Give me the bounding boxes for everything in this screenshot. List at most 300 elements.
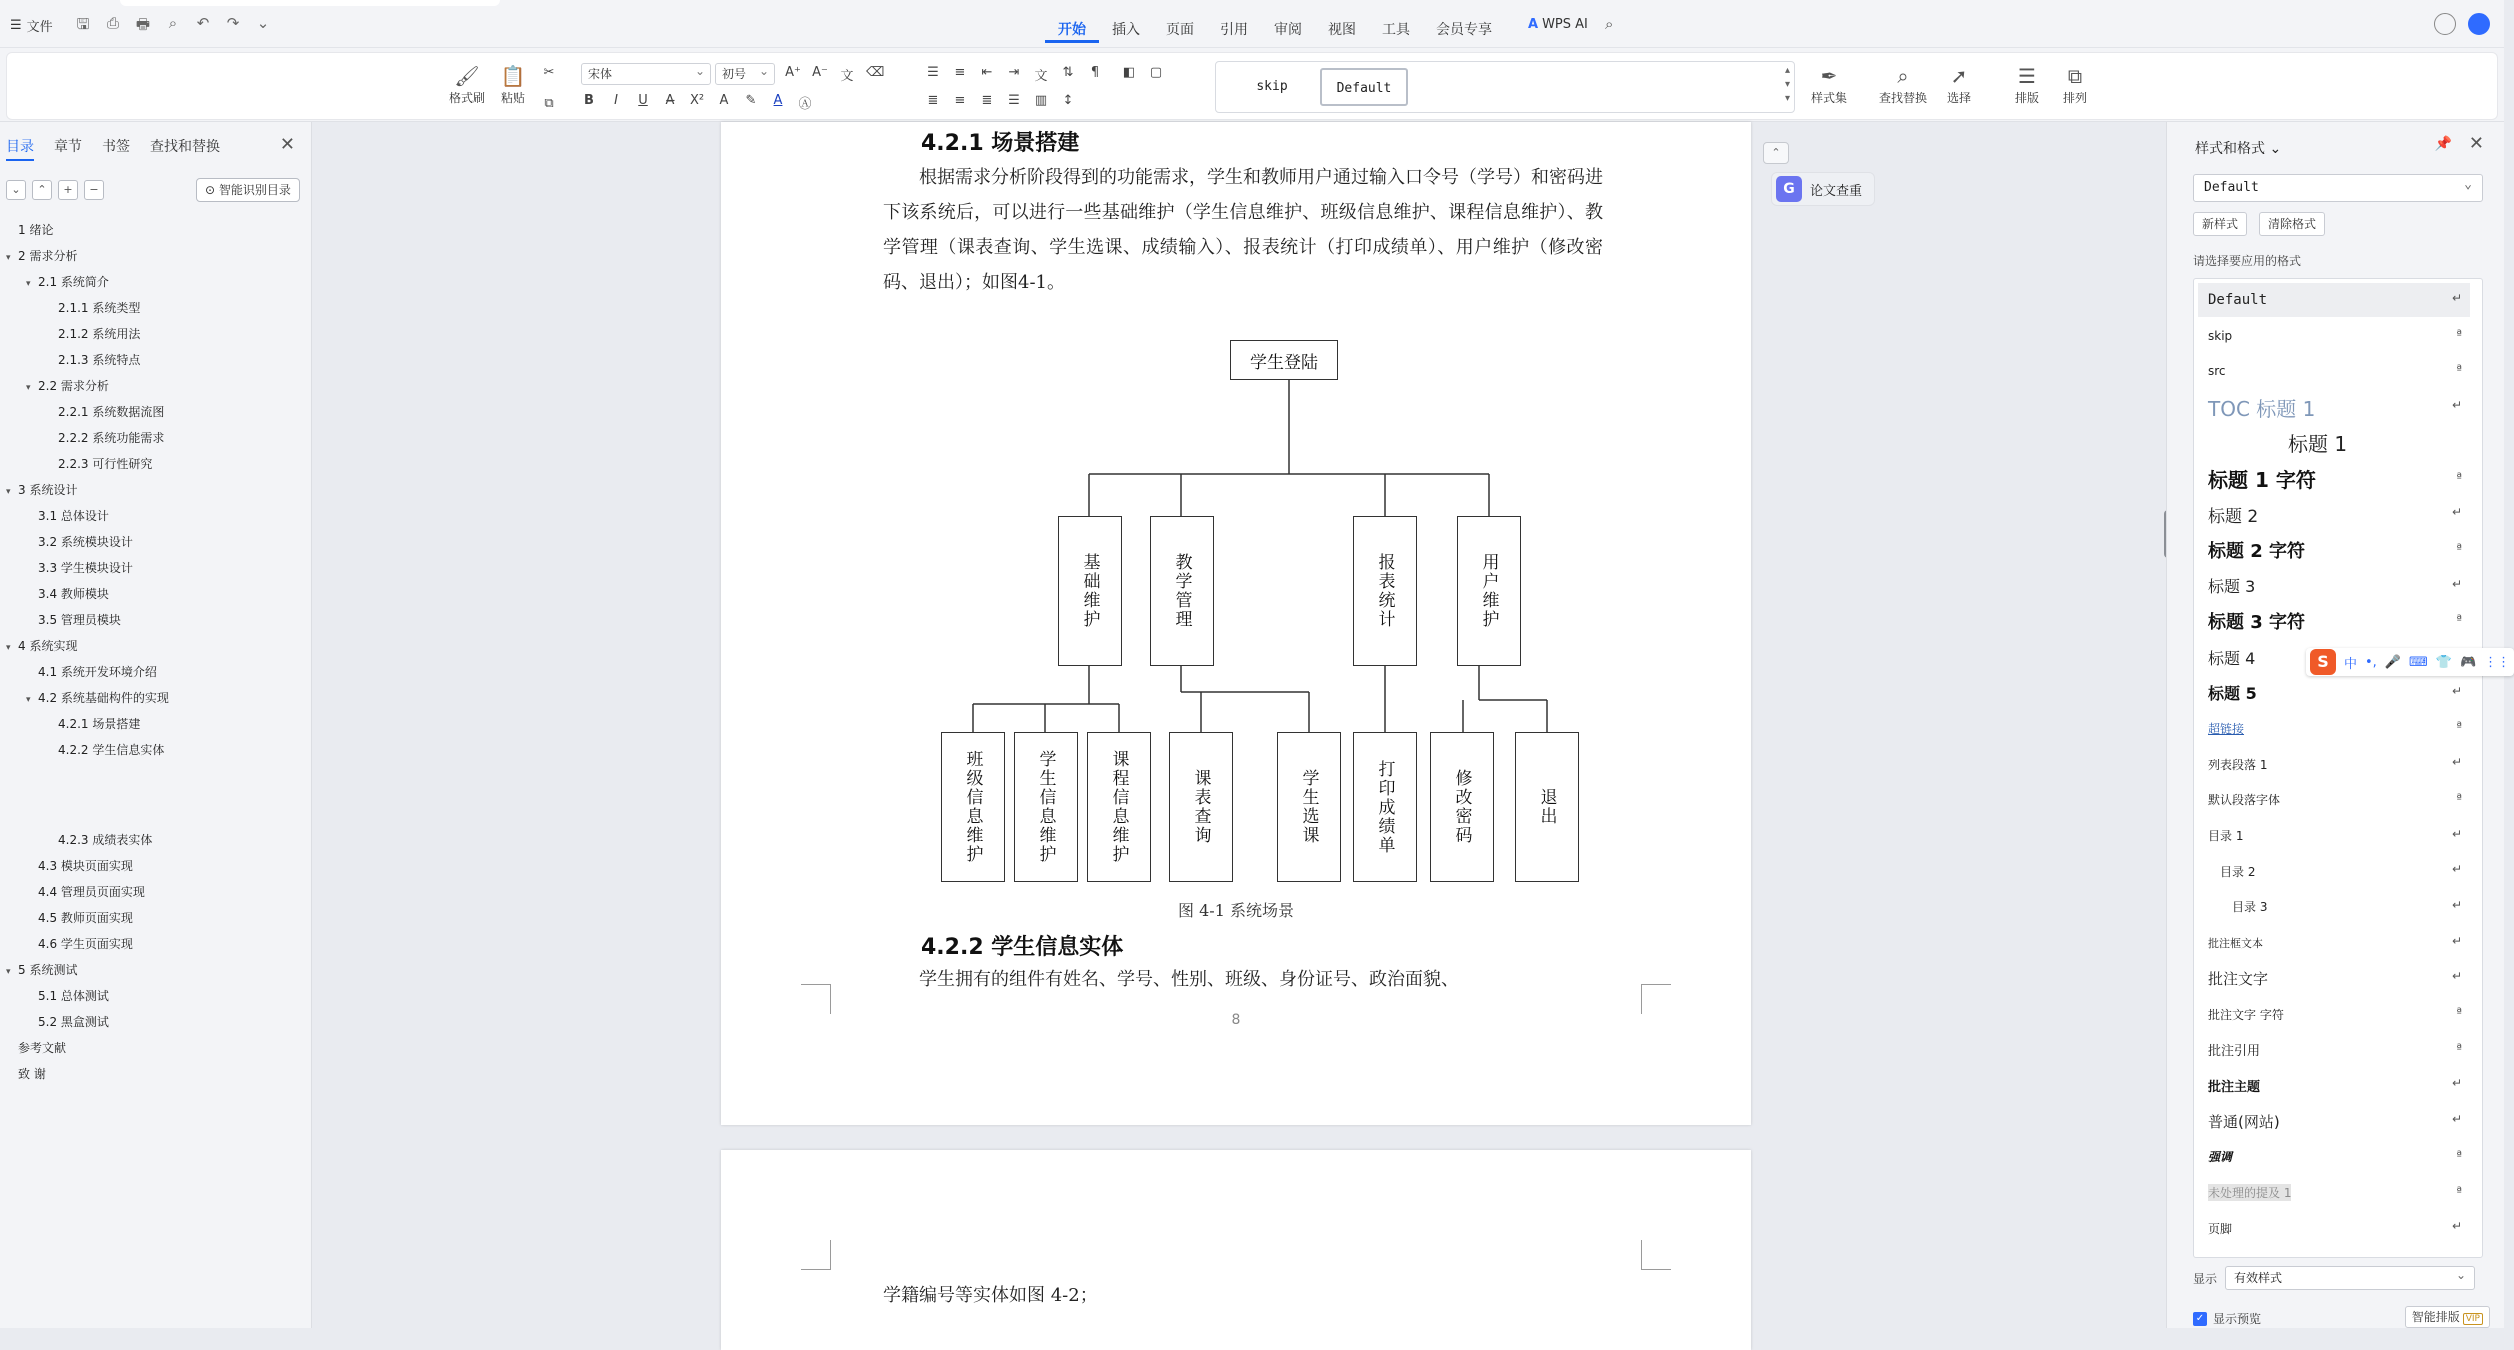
toc-item[interactable] <box>58 740 164 760</box>
ribbon <box>0 48 2504 122</box>
toc-item[interactable] <box>6 480 77 500</box>
game-icon[interactable]: 🎮 <box>2459 654 2477 670</box>
layout-label: 排版 <box>2014 91 2039 105</box>
style-item-label: 列表段落 1 <box>2208 757 2268 772</box>
smart-layout-label: 智能排版 <box>2411 1310 2460 1324</box>
node-level2-label: 班级信息维护 <box>962 750 983 864</box>
new-style-button[interactable]: 新样式 <box>2193 212 2247 236</box>
toc-item[interactable] <box>6 960 77 980</box>
toc-item-label: 2.1 系统简介 <box>38 275 109 289</box>
format-painter-label: 格式刷 <box>448 91 485 105</box>
paragraph-style-icon: ↵ <box>2451 755 2462 770</box>
bold-icon[interactable]: B <box>584 93 594 108</box>
toc-item-label: 致 谢 <box>18 1067 46 1081</box>
grow-font-icon[interactable]: A⁺ <box>785 65 801 80</box>
paper-check-button[interactable] <box>1771 172 1875 206</box>
toc-item-label: 3 系统设计 <box>18 483 78 497</box>
node-level1 <box>1457 516 1521 666</box>
copy-icon[interactable]: ⧉ <box>544 96 554 111</box>
nav-tab-chapters[interactable]: 章节 <box>54 139 82 155</box>
border-icon[interactable]: ▢ <box>1149 65 1163 80</box>
document-area <box>313 122 2165 1328</box>
style-item[interactable] <box>2198 569 2470 603</box>
toc-item-label: 4.2.1 场景搭建 <box>58 717 141 731</box>
clear-format-icon[interactable]: ⌫ <box>866 65 885 80</box>
page-corner-mark <box>801 1240 831 1270</box>
paragraph-style-icon: ↵ <box>2451 933 2462 948</box>
toc-item-label: 3.5 管理员模块 <box>38 613 121 627</box>
style-item[interactable] <box>2198 676 2470 710</box>
tab-2[interactable]: 页面 <box>1166 22 1194 38</box>
toc-item[interactable] <box>38 610 121 630</box>
toc-item-label: 2 需求分析 <box>18 249 78 263</box>
show-label: 显示 <box>2193 1272 2218 1286</box>
sogou-ime-icon[interactable]: S <box>2310 649 2336 675</box>
toc-item[interactable] <box>38 558 133 578</box>
toc-item-label: 3.1 总体设计 <box>38 509 109 523</box>
select-label: 选择 <box>1946 91 1971 105</box>
print-preview-icon[interactable]: ⌕ <box>168 14 178 32</box>
toc-item[interactable] <box>58 324 140 344</box>
style-item-label: 标题 1 字符 <box>2208 468 2316 492</box>
page-corner-mark <box>1641 984 1671 1014</box>
paragraph-style-icon: ↵ <box>2451 1219 2462 1234</box>
toc-item[interactable] <box>38 882 145 902</box>
paragraph-style-icon: ↵ <box>2451 1112 2462 1127</box>
pin-icon[interactable]: 📌 <box>2434 136 2452 152</box>
page-corner-mark <box>801 984 831 1014</box>
style-item-label: 普通(网站) <box>2208 1112 2280 1131</box>
toc-item[interactable] <box>58 714 140 734</box>
tab-7[interactable]: 会员专享 <box>1436 22 1492 38</box>
font-name-select[interactable]: 宋体 ⌄ <box>581 63 711 85</box>
close-icon[interactable]: ✕ <box>279 134 295 155</box>
justify-icon[interactable]: ☰ <box>1008 93 1020 108</box>
toc-item-label: 5.2 黑盒测试 <box>38 1015 109 1029</box>
increase-indent-icon[interactable]: ⇥ <box>1008 65 1020 80</box>
shading-icon[interactable]: ◧ <box>1122 65 1136 80</box>
skin-icon[interactable]: 👕 <box>2435 654 2452 670</box>
style-item-label: 标题 2 <box>2208 506 2259 527</box>
style-item-label: 目录 2 <box>2220 864 2256 879</box>
ime-toolbar <box>2306 648 2514 676</box>
node-level1-label: 教学管理 <box>1171 553 1192 629</box>
toc-item[interactable] <box>38 934 133 954</box>
find-replace-label: 查找替换 <box>1878 91 1927 105</box>
chinese-layout-icon[interactable]: 文 <box>1034 69 1048 84</box>
expand-toggle-icon[interactable]: ▾ <box>6 967 11 977</box>
char-style-icon: ª <box>2456 719 2462 734</box>
toc-item-label: 4.4 管理员页面实现 <box>38 885 145 899</box>
microphone-icon[interactable]: 🎤 <box>2384 654 2402 670</box>
toc-item-label: 3.3 学生模块设计 <box>38 561 133 575</box>
text-effect-icon[interactable]: A <box>719 93 729 108</box>
style-item-label: 批注文字 <box>2208 969 2269 988</box>
toc-item[interactable] <box>38 662 157 682</box>
toc-item-label: 4.1 系统开发环境介绍 <box>38 665 157 679</box>
toc-item-label: 2.1.2 系统用法 <box>58 327 141 341</box>
toc-item[interactable] <box>38 506 109 526</box>
show-filter-select[interactable]: 有效样式 ⌄ <box>2225 1266 2475 1290</box>
toc-item[interactable] <box>6 246 77 266</box>
wps-ai-icon: A <box>1528 17 1539 32</box>
hamburger-icon: ☰ <box>10 18 22 33</box>
char-style-icon: ª <box>2456 326 2462 341</box>
line-spacing-icon[interactable]: ↕ <box>1062 93 1074 108</box>
toc-item-label: 2.1.1 系统类型 <box>58 301 141 315</box>
chevron-down-icon[interactable]: ⌄ <box>256 14 270 32</box>
style-item[interactable] <box>2198 533 2470 567</box>
font-row2-icons <box>581 93 813 112</box>
file-menu-button[interactable] <box>10 16 53 35</box>
figure-caption: 图 4-1 系统场景 <box>1178 901 1294 920</box>
checkbox-checked-icon: ✓ <box>2193 1312 2207 1326</box>
toc-item-label: 2.1.3 系统特点 <box>58 353 141 367</box>
strikethrough-icon[interactable]: A̶ <box>665 93 675 108</box>
gallery-style-default[interactable]: Default <box>1320 68 1408 106</box>
style-item-label: 标题 3 <box>2208 577 2256 597</box>
toc-item-label: 5.1 总体测试 <box>38 989 109 1003</box>
style-item-label: 批注主题 <box>2208 1079 2261 1095</box>
toc-item-label: 3.4 教师模块 <box>38 587 109 601</box>
tab-1[interactable]: 插入 <box>1112 22 1140 38</box>
document-tab-strip[interactable] <box>120 0 500 6</box>
toc-item[interactable] <box>18 1064 46 1084</box>
undo-icon[interactable]: ↶ <box>196 14 210 32</box>
style-item[interactable] <box>2198 462 2470 496</box>
node-level1-label: 用户维护 <box>1478 553 1499 629</box>
toc-item[interactable] <box>18 1038 66 1058</box>
node-level2-label: 退出 <box>1536 788 1557 826</box>
toc-item-label: 5 系统测试 <box>18 963 78 977</box>
node-level1 <box>1058 516 1122 666</box>
superscript-icon[interactable]: X² <box>689 93 705 108</box>
paragraph-row1-icons <box>925 65 1103 84</box>
char-shading-icon[interactable]: Ⓐ <box>798 97 812 112</box>
align-right-icon[interactable]: ≣ <box>981 93 993 108</box>
style-item-label: src <box>2208 364 2226 379</box>
tab-4[interactable]: 审阅 <box>1274 22 1302 38</box>
show-marks-icon[interactable]: ¶ <box>1090 65 1100 80</box>
wps-ai-label: WPS AI <box>1542 17 1588 32</box>
styles-hint: 请选择要应用的格式 <box>2193 254 2302 268</box>
expand-toggle-icon[interactable]: ▾ <box>6 643 11 653</box>
collapse-icon[interactable]: ⌄ <box>6 180 26 200</box>
nav-tabs <box>6 136 220 161</box>
menu-bar <box>0 0 2504 48</box>
toc-item[interactable] <box>58 402 164 422</box>
remove-heading-icon[interactable]: − <box>84 180 104 200</box>
node-level2 <box>1087 732 1151 882</box>
node-level2 <box>1515 732 1579 882</box>
style-item[interactable] <box>2198 497 2470 531</box>
expand-toggle-icon[interactable]: ▾ <box>26 383 31 393</box>
style-item[interactable] <box>2198 961 2470 995</box>
toc-item-label: 2.2 需求分析 <box>38 379 109 393</box>
char-style-icon: ª <box>2456 1005 2462 1019</box>
search-icon[interactable]: ⌕ <box>1605 15 1614 33</box>
style-item[interactable] <box>2198 819 2470 853</box>
print-icon[interactable]: 🖶 <box>135 15 151 33</box>
node-level2-label: 课程信息维护 <box>1108 750 1129 864</box>
toc-item[interactable] <box>58 830 152 850</box>
style-list <box>2193 278 2483 1258</box>
toc-item[interactable] <box>38 856 133 876</box>
chevron-down-icon: ⌄ <box>2269 141 2282 157</box>
align-center-icon[interactable]: ≡ <box>954 93 966 108</box>
paragraph-style-icon: ↵ <box>2451 576 2462 591</box>
char-style-icon: ª <box>2456 469 2462 484</box>
paragraph-row2-icons <box>925 93 1076 108</box>
style-item[interactable] <box>2198 854 2470 888</box>
style-item[interactable] <box>2198 390 2470 424</box>
style-item-label: 未处理的提及 1 <box>2208 1186 2292 1200</box>
tab-5[interactable]: 视图 <box>1328 22 1356 38</box>
toc-item-label: 2.2.3 可行性研究 <box>58 457 153 471</box>
node-level2-label: 学生信息维护 <box>1035 750 1056 864</box>
toc-item[interactable] <box>58 454 152 474</box>
layout-button[interactable] <box>2005 63 2049 106</box>
toc-item[interactable] <box>6 636 77 656</box>
cut-icon[interactable]: ✂ <box>543 65 555 80</box>
gallery-scroll-arrows[interactable]: ▴ ▾ ▾ <box>1784 65 1790 104</box>
keyboard-icon[interactable]: ⌨ <box>2409 654 2428 670</box>
ribbon-panel <box>6 52 2498 120</box>
cloud-sync-icon[interactable] <box>2434 13 2456 35</box>
style-item[interactable] <box>2198 354 2470 388</box>
node-level1-label: 基础维护 <box>1079 553 1100 629</box>
style-item-label: 默认段落字体 <box>2208 793 2281 808</box>
toc-item[interactable] <box>26 272 109 292</box>
arrange-icon: ⧉ <box>2067 64 2083 88</box>
gallery-style-skip[interactable]: skip <box>1256 79 1288 94</box>
phonetic-icon[interactable]: 文 <box>840 69 854 84</box>
tab-6[interactable]: 工具 <box>1382 22 1410 38</box>
char-style-icon: ª <box>2456 362 2462 377</box>
toc-item[interactable] <box>58 298 140 318</box>
style-item-label: 标题 1 <box>2288 432 2348 457</box>
style-item[interactable] <box>2198 283 2470 317</box>
heading-4-2-2: 4.2.2 学生信息实体 <box>921 935 1124 960</box>
node-level1 <box>1353 516 1417 666</box>
style-item[interactable] <box>2198 783 2470 817</box>
style-item[interactable] <box>2198 711 2470 745</box>
current-style-select[interactable]: Default ⌄ <box>2193 174 2483 202</box>
nav-tab-bookmarks[interactable]: 书签 <box>102 139 130 155</box>
toc-item-label: 1 绪论 <box>18 223 54 237</box>
smart-toc-label: 智能识别目录 <box>218 183 291 197</box>
expand-toggle-icon[interactable]: ▾ <box>6 487 11 497</box>
style-item[interactable] <box>2198 997 2470 1031</box>
node-level2 <box>1430 732 1494 882</box>
toc-item-label: 4 系统实现 <box>18 639 78 653</box>
ime-menu-icon[interactable]: ⋮⋮ <box>2484 654 2511 670</box>
node-level2-label: 打印成绩单 <box>1374 759 1395 855</box>
styles-gallery <box>1215 61 1795 113</box>
toc-item[interactable] <box>58 428 164 448</box>
paragraph-style-icon: ↵ <box>2451 505 2462 520</box>
style-item-label: 标题 2 字符 <box>2208 540 2306 562</box>
bullet-list-icon[interactable]: ☰ <box>927 65 939 80</box>
ime-mode[interactable]: 中 <box>2344 656 2358 672</box>
account-avatar[interactable] <box>2468 13 2490 35</box>
toc-item[interactable] <box>26 688 169 708</box>
distributed-icon[interactable]: ▥ <box>1034 93 1048 108</box>
styles-pane-title-text: 样式和格式 <box>2195 141 2265 157</box>
numbered-list-icon[interactable]: ≡ <box>954 65 966 80</box>
toc-item[interactable] <box>26 376 109 396</box>
node-level2 <box>1277 732 1341 882</box>
style-item-label: 批注引用 <box>2208 1044 2261 1060</box>
style-item-label: 标题 3 字符 <box>2208 612 2306 634</box>
toc-item[interactable] <box>38 908 133 928</box>
paragraph-style-icon: ↵ <box>2451 969 2462 984</box>
close-icon[interactable]: ✕ <box>2468 133 2484 154</box>
char-style-icon: ª <box>2456 612 2462 627</box>
style-set-button[interactable] <box>1803 63 1855 106</box>
smart-toc-icon: ⊙ <box>205 183 219 197</box>
toc-item[interactable] <box>38 532 133 552</box>
style-item[interactable] <box>2198 1033 2470 1067</box>
style-item[interactable] <box>2198 1211 2470 1245</box>
char-style-icon: ª <box>2456 540 2462 555</box>
add-heading-icon[interactable]: + <box>58 180 78 200</box>
show-preview-checkbox[interactable] <box>2193 1310 2261 1327</box>
toc-item-label: 2.2.1 系统数据流图 <box>58 405 165 419</box>
node-root: 学生登陆 <box>1230 340 1338 380</box>
paragraph-style-icon: ↵ <box>2451 897 2462 912</box>
styles-pane <box>2166 122 2504 1328</box>
style-item-label: 批注框文本 <box>2208 936 2263 950</box>
node-level2 <box>1014 732 1078 882</box>
style-item[interactable] <box>2198 426 2470 460</box>
expand-toggle-icon[interactable]: ▾ <box>26 279 31 289</box>
style-item[interactable] <box>2198 319 2470 353</box>
style-item[interactable] <box>2198 1104 2470 1138</box>
italic-icon[interactable]: I <box>614 93 618 108</box>
nav-tab-toc[interactable]: 目录 <box>6 136 34 161</box>
toc-tools <box>6 180 104 200</box>
paragraph-style-icon: ↵ <box>2451 826 2462 841</box>
char-style-icon: ª <box>2456 1183 2462 1198</box>
save-icon[interactable]: 🖫 <box>76 15 90 33</box>
document-page-2[interactable] <box>721 1150 1751 1350</box>
toc-item-label: 4.2 系统基础构件的实现 <box>38 691 169 705</box>
paper-check-icon: G <box>1776 176 1802 202</box>
heading-4-2-1: 4.2.1 场景搭建 <box>921 131 1080 156</box>
caret-up-icon: ⌃ <box>1771 146 1781 159</box>
expand-icon[interactable]: ⌃ <box>32 180 52 200</box>
style-set-label: 样式集 <box>1810 91 1847 105</box>
style-item[interactable] <box>2198 747 2470 781</box>
sort-icon[interactable]: ⇅ <box>1062 65 1074 80</box>
diagram-connectors <box>721 122 1751 892</box>
style-item-label: 标题 4 <box>2208 648 2256 668</box>
format-painter-button[interactable] <box>445 63 489 106</box>
font-size-select[interactable]: 初号 ⌄ <box>715 63 775 85</box>
node-level2 <box>1169 732 1233 882</box>
style-item-label: 超链接 <box>2208 721 2245 736</box>
export-pdf-icon[interactable]: ⎙ <box>106 14 119 32</box>
style-item-label: 标题 5 <box>2208 684 2257 704</box>
vip-badge: VIP <box>2463 1313 2483 1325</box>
toc-item-label: 4.2.2 学生信息实体 <box>58 743 165 757</box>
styles-pane-title[interactable] <box>2195 138 2281 158</box>
style-item[interactable] <box>2198 1176 2470 1210</box>
window-right-icons <box>2434 13 2490 35</box>
shrink-font-icon[interactable]: A⁻ <box>812 65 828 80</box>
collapse-toolbar-button[interactable] <box>1763 142 1789 164</box>
navigation-pane <box>0 122 312 1328</box>
show-preview-label: 显示预览 <box>2213 1312 2262 1326</box>
highlight-icon[interactable]: ✎ <box>745 93 757 108</box>
node-level2 <box>941 732 1005 882</box>
file-menu-label: 文件 <box>26 20 53 35</box>
style-item-label: 批注文字 字符 <box>2208 1007 2284 1022</box>
tab-0[interactable]: 开始 <box>1045 17 1099 43</box>
select-button[interactable] <box>1937 63 1981 106</box>
nav-tab-find-replace[interactable]: 查找和替换 <box>150 139 220 155</box>
wps-ai-button[interactable] <box>1528 17 1588 32</box>
node-level1 <box>1150 516 1214 666</box>
align-left-icon[interactable]: ≣ <box>927 93 939 108</box>
layout-icon: ☰ <box>2018 64 2036 88</box>
style-item-label: 目录 3 <box>2232 900 2268 915</box>
style-item[interactable] <box>2198 1140 2470 1174</box>
paste-icon: 📋 <box>500 64 526 88</box>
toc-item[interactable] <box>38 986 109 1006</box>
toc-item-label: 4.6 学生页面实现 <box>38 937 133 951</box>
toc-item[interactable] <box>38 584 109 604</box>
node-level2-label: 修改密码 <box>1451 769 1472 845</box>
tab-3[interactable]: 引用 <box>1220 22 1248 38</box>
style-item[interactable] <box>2198 890 2470 924</box>
underline-icon[interactable]: U <box>638 93 648 108</box>
toc-item-label: 参考文献 <box>18 1041 67 1055</box>
paragraph-style-icon: ↵ <box>2451 862 2462 877</box>
paste-button[interactable] <box>491 63 535 106</box>
smart-toc-button[interactable] <box>196 178 300 202</box>
find-replace-button[interactable] <box>1873 63 1933 106</box>
toc-item-label: 4.2.3 成绩表实体 <box>58 833 153 847</box>
paragraph-style-icon: ↵ <box>2451 398 2462 413</box>
border-icons <box>1121 65 1164 80</box>
smart-layout-button[interactable] <box>2405 1306 2490 1328</box>
expand-toggle-icon[interactable]: ▾ <box>6 253 11 263</box>
toc-item[interactable] <box>38 1012 109 1032</box>
paragraph-style-icon: ↵ <box>2451 683 2462 698</box>
font-color-icon[interactable]: A <box>773 93 783 108</box>
clear-format-button[interactable]: 清除格式 <box>2259 212 2325 236</box>
node-level2-label: 学生选课 <box>1298 769 1319 845</box>
ime-punctuation-icon[interactable]: •, <box>2365 654 2377 670</box>
toc-item[interactable] <box>58 350 140 370</box>
node-level2 <box>1353 732 1417 882</box>
document-page[interactable] <box>721 122 1751 1125</box>
style-item[interactable] <box>2198 1068 2470 1102</box>
style-item[interactable] <box>2198 604 2470 638</box>
decrease-indent-icon[interactable]: ⇤ <box>981 65 993 80</box>
expand-toggle-icon[interactable]: ▾ <box>26 695 31 705</box>
paper-check-label: 论文查重 <box>1810 183 1863 199</box>
redo-icon[interactable]: ↷ <box>226 14 240 32</box>
style-item[interactable] <box>2198 926 2470 960</box>
arrange-button[interactable] <box>2053 63 2097 106</box>
char-style-icon: ª <box>2456 1147 2462 1162</box>
style-item-label: TOC 标题 1 <box>2208 396 2316 421</box>
toc-item[interactable] <box>18 220 53 240</box>
magnifier-icon: ⌕ <box>1897 64 1909 88</box>
